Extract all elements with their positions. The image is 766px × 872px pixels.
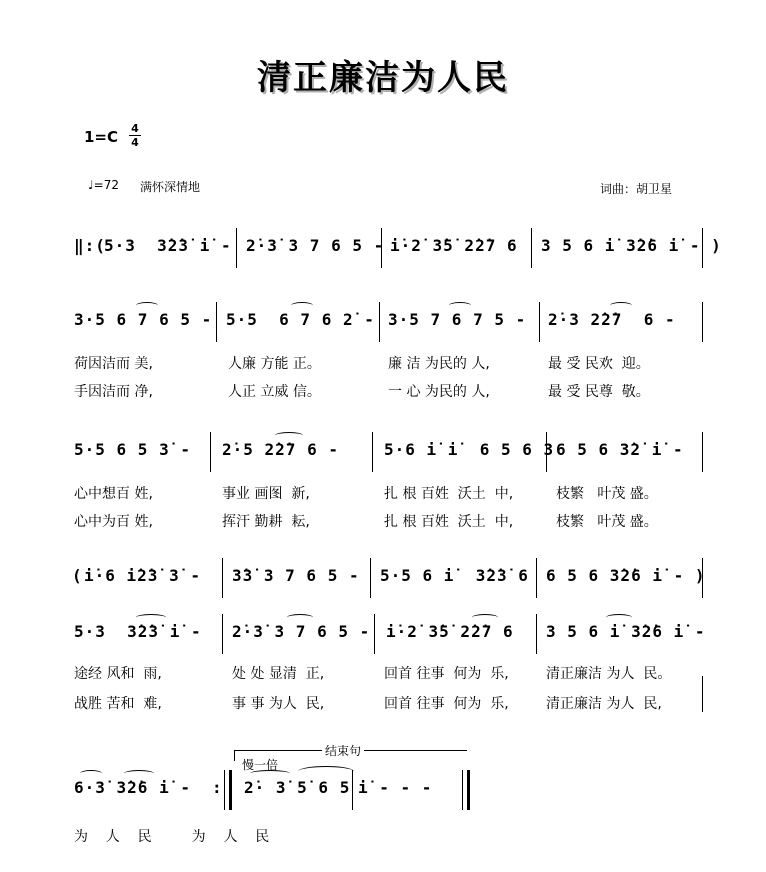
slur <box>298 766 354 777</box>
staff-line-3 <box>0 432 766 476</box>
lyric: 一 心 为民的 人, <box>388 384 490 400</box>
paren-open: ( <box>72 566 83 585</box>
lyric: 手因洁而 净, <box>74 384 153 400</box>
staff-line-6 <box>0 770 766 814</box>
lyric: 扎 根 百姓 沃土 中, <box>384 514 514 530</box>
measure: 5·5 6 i̇ 3̇2̇3̇ 6 <box>380 566 529 585</box>
measure: 5·5 6 7 6 2̇ - <box>226 310 375 329</box>
lyric: 清正廉洁 为人 民, <box>546 696 662 712</box>
slur <box>124 770 154 777</box>
slur <box>287 614 313 621</box>
measure: 2̇·5 2̇2̇7 6 - <box>222 440 339 459</box>
slur <box>449 302 471 309</box>
lyric: 扎 根 百姓 沃土 中, <box>384 486 514 502</box>
key-signature: 1=C <box>84 128 119 146</box>
measure: 6 5 6 3̇2̇6 i̇ - ) <box>546 566 706 585</box>
measure: 5·3 3̇2̇3̇ i̇ - <box>104 236 232 255</box>
time-signature-bottom: 4 <box>131 136 139 149</box>
slur <box>606 614 632 621</box>
barline <box>467 770 470 810</box>
measure: 3 5 6 i̇ 3̇2̇6 i̇ - <box>546 622 706 641</box>
lyric: 心中想百 姓, <box>74 486 153 502</box>
lyric: 荷因洁而 美, <box>74 356 153 372</box>
slur <box>275 432 303 439</box>
slur <box>472 614 498 621</box>
staff-line-4 <box>0 558 766 602</box>
barline <box>352 770 353 810</box>
measure: 2̇· 3̇ 5̇ 6 5 <box>244 778 351 797</box>
staff-line-1 <box>0 228 766 272</box>
barline <box>546 432 547 472</box>
measure: 3̇3̇ 3 7 6 5 - <box>232 566 360 585</box>
slur <box>250 770 290 777</box>
barline <box>462 770 463 810</box>
barline <box>236 228 237 268</box>
measure: 5·6 i̇ i̇ 6 5 6 3 <box>384 440 555 459</box>
measure: i̇·2̇ 3̇5̇ 2̇2̇7 6 <box>390 236 518 255</box>
lyric: 枝繁 叶茂 盛。 <box>556 514 658 530</box>
lyric: 回首 往事 何为 乐, <box>384 696 509 712</box>
lyric: 事业 画图 新, <box>222 486 310 502</box>
lyric: 回首 往事 何为 乐, <box>384 666 509 682</box>
author-credit: 词曲：胡卫星 <box>600 182 673 196</box>
measure: i̇ - - - <box>358 778 433 797</box>
barline <box>702 302 703 342</box>
staff-line-2 <box>0 302 766 346</box>
barline <box>370 558 371 598</box>
tempo-marking: ♩=72 <box>88 178 119 192</box>
barline <box>536 614 537 654</box>
barline <box>224 770 225 810</box>
barline <box>216 302 217 342</box>
barline <box>222 558 223 598</box>
measure: 2̇·3 2̇2̇7 6 - <box>548 310 676 329</box>
barline <box>210 432 211 472</box>
measure: 2̇·3̇ 3 7 6 5 - <box>246 236 385 255</box>
staff-line-5 <box>0 614 766 658</box>
barline <box>539 302 540 342</box>
measure: 2̇·3̇ 3 7 6 5 - <box>232 622 371 641</box>
lyric: 最 受 民尊 敬。 <box>548 384 650 400</box>
measure: i̇·6 i̇2̇3̇ 3̇ - <box>84 566 201 585</box>
lyric: 最 受 民欢 迎。 <box>548 356 650 372</box>
time-signature-top: 4 <box>131 122 139 135</box>
barline <box>536 558 537 598</box>
barline <box>374 614 375 654</box>
lyric: 人廉 方能 正。 <box>228 356 321 372</box>
lyric: 处 处 显清 正, <box>232 666 325 682</box>
barline <box>222 614 223 654</box>
measure: 6 5 6 3̇2̇ i̇ - <box>556 440 684 459</box>
barline <box>229 770 232 810</box>
measure: 5·5 6 5 3̇ - <box>74 440 191 459</box>
barline <box>531 228 532 268</box>
slur <box>136 302 158 309</box>
measure: 3 5 6 i̇ 3̇2̇6 i̇ - ) <box>541 236 722 255</box>
barline <box>702 676 703 712</box>
repeat-open: ‖:( <box>74 236 106 255</box>
measure: 6·3̇ 3̇2̇6 i̇ - <box>74 778 191 797</box>
slur <box>136 614 166 621</box>
barline <box>702 432 703 472</box>
lyric: 途经 风和 雨, <box>74 666 162 682</box>
song-title: 清正廉洁为人民 <box>257 58 509 98</box>
slur <box>80 770 102 777</box>
lyric-partial: 为 人 民 为 人 民 <box>74 829 270 845</box>
slur <box>610 302 632 309</box>
lyric: 战胜 苦和 难, <box>74 696 162 712</box>
lyric: 挥汗 勤耕 耘, <box>222 514 310 530</box>
lyric: 枝繁 叶茂 盛。 <box>556 486 658 502</box>
measure: 3·5 7 6 7 5 - <box>388 310 527 329</box>
time-signature <box>129 123 141 148</box>
lyric: 人正 立威 信。 <box>228 384 321 400</box>
ending-label: 结束句 <box>322 742 364 759</box>
barline <box>381 228 382 268</box>
barline <box>702 228 703 268</box>
lyric: 廉 洁 为民的 人, <box>388 356 490 372</box>
measure: i̇·2̇ 3̇5̇ 2̇2̇7 6 <box>386 622 514 641</box>
barline <box>372 432 373 472</box>
expression-marking: 满怀深情地 <box>140 180 201 194</box>
measure: 3·5 6 7 6 5 - <box>74 310 213 329</box>
measure: 5·3 3̇2̇3̇ i̇ - <box>74 622 202 641</box>
repeat-close: : <box>212 778 223 797</box>
lyric: 心中为百 姓, <box>74 514 153 530</box>
lyric: 清正廉洁 为人 民。 <box>546 666 672 682</box>
slow-label: 慢一倍 <box>242 758 279 772</box>
barline <box>702 558 703 598</box>
lyric: 事 事 为人 民, <box>232 696 325 712</box>
barline <box>379 302 380 342</box>
slur <box>291 302 313 309</box>
